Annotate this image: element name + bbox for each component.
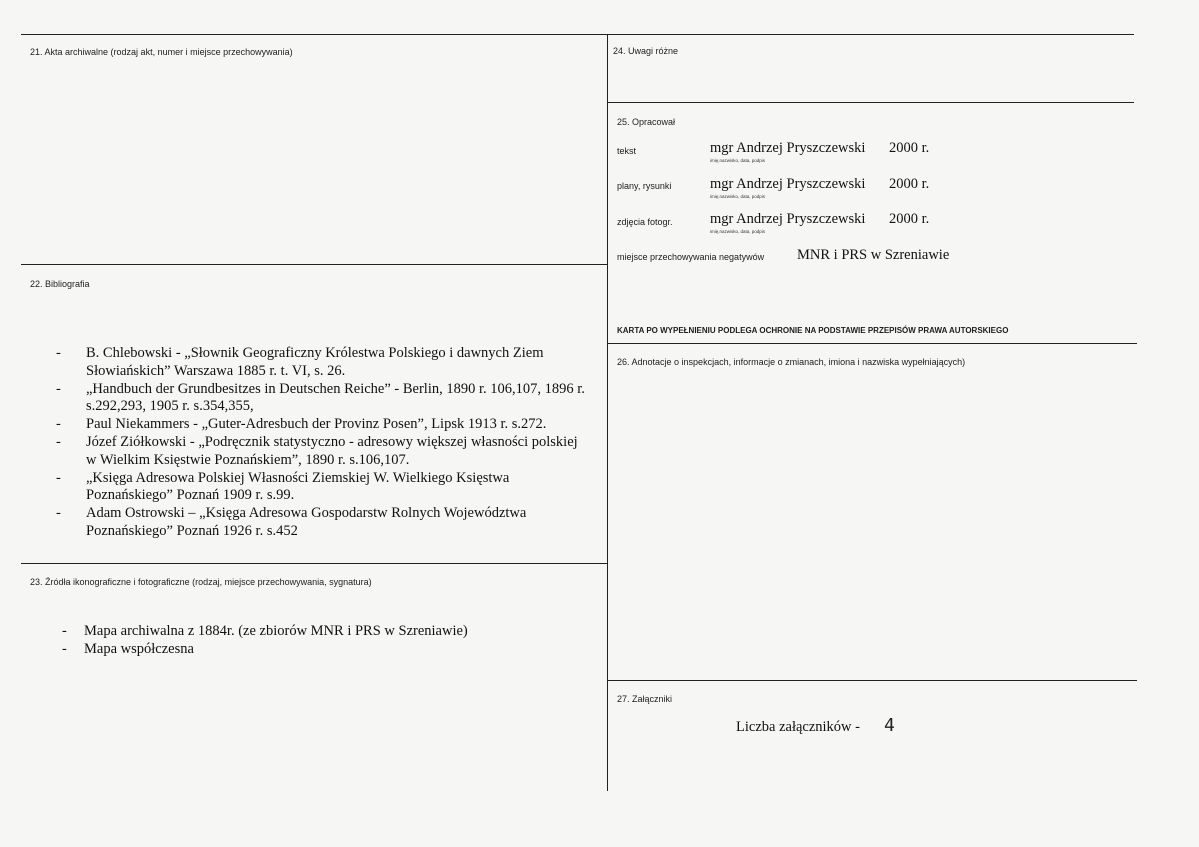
bibliography-item bbox=[56, 434, 586, 470]
top-border-line bbox=[21, 34, 1134, 35]
section-26-top-line bbox=[607, 343, 1137, 344]
negatives-storage-label: miejsce przechowywania negatywów bbox=[617, 252, 765, 262]
section-22-title: 22. Bibliografia bbox=[30, 279, 90, 289]
bullet-dash: - bbox=[56, 505, 61, 522]
bibliography-text: Paul Niekammers - „Guter-Adresbuch der Provinz Posen”, Lipsk 1913 r. s.272. bbox=[86, 416, 547, 433]
negatives-storage-value: MNR i PRS w Szreniawie bbox=[797, 247, 950, 263]
signature-hint: imię,nazwisko, data, podpis bbox=[710, 229, 766, 234]
bullet-dash: - bbox=[56, 433, 61, 450]
bibliography-item bbox=[56, 345, 586, 381]
iconographic-sources-list bbox=[62, 622, 468, 658]
attachments-count-handwritten: 4 bbox=[884, 715, 895, 736]
author-year: 2000 r. bbox=[889, 176, 930, 192]
section-25-title: 25. Opracował bbox=[617, 117, 676, 127]
author-year: 2000 r. bbox=[889, 140, 930, 156]
section-27-title: 27. Załączniki bbox=[617, 694, 673, 704]
bibliography-item bbox=[56, 381, 586, 417]
signature-hint: imię,nazwisko, data, podpis bbox=[710, 194, 766, 199]
attachments-count-label: Liczba załączników - bbox=[736, 719, 860, 735]
section-21-title: 21. Akta archiwalne (rodzaj akt, numer i miejsce przechowywania) bbox=[30, 47, 293, 57]
author-name: mgr Andrzej Pryszczewski bbox=[710, 211, 866, 227]
author-name: mgr Andrzej Pryszczewski bbox=[710, 140, 866, 156]
bullet-dash: - bbox=[56, 380, 61, 397]
signature-hint: imię,nazwisko, data, podpis bbox=[710, 158, 766, 163]
source-text: Mapa współczesna bbox=[84, 641, 194, 657]
section-25-top-line bbox=[607, 102, 1134, 103]
bibliography-text: Adam Ostrowski – „Księga Adresowa Gospodarstw Rolnych Województwa Poznańskiego” Poznań 1926 r. s.452 bbox=[86, 505, 527, 539]
copyright-notice: KARTA PO WYPEŁNIENIU PODLEGA OCHRONIE NA PODSTAWIE PRZEPISÓW PRAWA AUTORSKIEGO bbox=[617, 326, 1009, 335]
bullet-dash: - bbox=[56, 416, 61, 433]
section-24-title: 24. Uwagi różne bbox=[613, 46, 679, 56]
section-23-title: 23. Źródła ikonograficzne i fotograficzne (rodzaj, miejsce przechowywania, sygnatura) bbox=[30, 577, 372, 587]
bullet-dash: - bbox=[56, 469, 61, 486]
author-year: 2000 r. bbox=[889, 211, 930, 227]
bibliography-item bbox=[56, 416, 586, 434]
bibliography-text: Józef Ziółkowski - „Podręcznik statystyczno - adresowy większej własności polskiej w Wielkim Księstwie Poznańskiem”, 1890 r. s.106,107. bbox=[86, 433, 578, 468]
bullet-dash: - bbox=[62, 623, 67, 639]
source-item bbox=[62, 622, 468, 640]
center-divider-line bbox=[607, 34, 608, 791]
bibliography-text: „Księga Adresowa Polskiej Własności Ziemskiej W. Wielkiego Księstwa Poznańskiego” Poznań 1909 r. s.99. bbox=[86, 469, 510, 504]
bibliography-item bbox=[56, 470, 586, 506]
bibliography-text: B. Chlebowski - „Słownik Geograficzny Królestwa Polskiego i dawnych Ziem Słowiańskich” Warszawa 1885 r. t. VI, s. 26. bbox=[86, 345, 544, 379]
author-row-label: tekst bbox=[617, 146, 637, 156]
source-item bbox=[62, 640, 468, 658]
bibliography-text: „Handbuch der Grundbesitzes in Deutschen Reiche” - Berlin, 1890 r. 106,107, 1896 r. s.292,293, 1905 r. s.354,355, bbox=[86, 380, 585, 415]
bibliography-list bbox=[56, 345, 586, 541]
author-name: mgr Andrzej Pryszczewski bbox=[710, 176, 866, 192]
bullet-dash: - bbox=[62, 641, 67, 657]
section-22-top-line bbox=[21, 264, 607, 265]
section-26-title: 26. Adnotacje o inspekcjach, informacje o zmianach, imiona i nazwiska wypełniających) bbox=[617, 357, 966, 367]
source-text: Mapa archiwalna z 1884r. (ze zbiorów MNR i PRS w Szreniawie) bbox=[84, 623, 468, 639]
section-23-top-line bbox=[21, 563, 607, 564]
bibliography-item bbox=[56, 505, 586, 541]
section-27-top-line bbox=[607, 680, 1137, 681]
bullet-dash: - bbox=[56, 345, 61, 361]
author-row-label: zdjęcia fotogr. bbox=[617, 217, 673, 227]
author-row-label: plany, rysunki bbox=[617, 181, 672, 191]
